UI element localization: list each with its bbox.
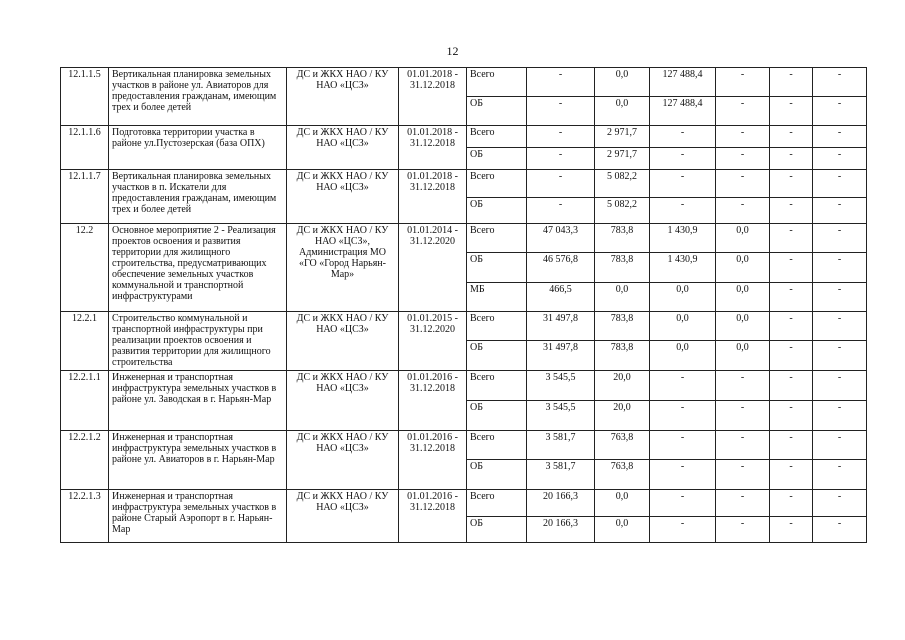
funding-amount: 3 581,7 [527, 431, 595, 460]
funding-amount: 1 430,9 [650, 253, 716, 283]
funding-amount: - [813, 253, 867, 283]
implementation-period: 01.01.2018 - 31.12.2018 [399, 68, 467, 126]
funding-amount: - [650, 198, 716, 224]
funding-amount: - [716, 97, 770, 126]
funding-amount: - [770, 401, 813, 431]
funding-amount: 0,0 [650, 283, 716, 312]
funding-amount: - [813, 170, 867, 198]
funding-amount: - [770, 283, 813, 312]
executor: ДС и ЖКХ НАО / КУ НАО «ЦСЗ», Администрация МО «ГО «Город Нарьян-Мар» [287, 224, 399, 312]
funding-amount: - [770, 97, 813, 126]
funding-amount: - [813, 68, 867, 97]
funding-source: Всего [467, 224, 527, 253]
funding-amount: - [716, 517, 770, 543]
funding-amount: 5 082,2 [595, 170, 650, 198]
funding-amount: - [770, 312, 813, 341]
funding-source: ОБ [467, 517, 527, 543]
measure-code: 12.2 [61, 224, 109, 312]
funding-amount: 466,5 [527, 283, 595, 312]
executor: ДС и ЖКХ НАО / КУ НАО «ЦСЗ» [287, 371, 399, 431]
measure-code: 12.2.1.2 [61, 431, 109, 490]
funding-source: Всего [467, 312, 527, 341]
measure-name: Инженерная и транспортная инфраструктура земельных участков в районе ул. Заводская в г. Нарьян-Мар [109, 371, 287, 431]
measure-name: Инженерная и транспортная инфраструктура земельных участков в районе ул. Авиаторов в г. Нарьян-Мар [109, 431, 287, 490]
funding-amount: - [716, 431, 770, 460]
funding-source: ОБ [467, 401, 527, 431]
funding-amount: 783,8 [595, 312, 650, 341]
funding-amount: 47 043,3 [527, 224, 595, 253]
funding-amount: 0,0 [716, 283, 770, 312]
funding-amount: - [716, 401, 770, 431]
funding-source: Всего [467, 490, 527, 517]
funding-amount: - [813, 198, 867, 224]
funding-amount: - [650, 517, 716, 543]
funding-amount: - [716, 68, 770, 97]
funding-amount: - [527, 97, 595, 126]
funding-amount: - [716, 126, 770, 148]
implementation-period: 01.01.2016 - 31.12.2018 [399, 490, 467, 543]
funding-source: ОБ [467, 97, 527, 126]
funding-amount: - [813, 97, 867, 126]
funding-amount: - [527, 126, 595, 148]
funding-amount: - [813, 460, 867, 490]
funding-amount: - [716, 148, 770, 170]
funding-amount: - [813, 312, 867, 341]
executor: ДС и ЖКХ НАО / КУ НАО «ЦСЗ» [287, 126, 399, 170]
funding-amount: - [770, 517, 813, 543]
funding-amount: 1 430,9 [650, 224, 716, 253]
table-row [61, 126, 867, 148]
funding-amount: 0,0 [595, 97, 650, 126]
funding-amount: 0,0 [595, 517, 650, 543]
funding-amount: 3 545,5 [527, 371, 595, 401]
funding-amount: 31 497,8 [527, 341, 595, 371]
funding-amount: - [527, 198, 595, 224]
measure-name: Строительство коммунальной и транспортной инфраструктуры при реализации проектов освоения и развития территории для жилищного строительства [109, 312, 287, 371]
executor: ДС и ЖКХ НАО / КУ НАО «ЦСЗ» [287, 68, 399, 126]
funding-amount: - [527, 148, 595, 170]
measure-code: 12.1.1.5 [61, 68, 109, 126]
funding-amount: - [527, 68, 595, 97]
funding-amount: 2 971,7 [595, 126, 650, 148]
table-row [61, 490, 867, 517]
funding-amount: - [813, 283, 867, 312]
funding-amount: - [650, 126, 716, 148]
page-number: 12 [446, 44, 459, 58]
funding-amount: - [813, 148, 867, 170]
funding-amount: - [650, 401, 716, 431]
funding-amount: - [650, 460, 716, 490]
funding-amount: - [770, 126, 813, 148]
executor: ДС и ЖКХ НАО / КУ НАО «ЦСЗ» [287, 170, 399, 224]
funding-source: ОБ [467, 148, 527, 170]
program-measures-table [60, 67, 867, 543]
funding-amount: 0,0 [650, 341, 716, 371]
measure-code: 12.2.1.1 [61, 371, 109, 431]
funding-amount: 783,8 [595, 224, 650, 253]
table-row [61, 224, 867, 253]
measure-name: Вертикальная планировка земельных участков в районе ул. Авиаторов для предоставления гражданам, имеющим трех и более детей [109, 68, 287, 126]
table-row [61, 431, 867, 460]
funding-amount: - [716, 371, 770, 401]
funding-source: ОБ [467, 341, 527, 371]
executor: ДС и ЖКХ НАО / КУ НАО «ЦСЗ» [287, 431, 399, 490]
funding-source: МБ [467, 283, 527, 312]
funding-amount: - [770, 170, 813, 198]
table-row [61, 68, 867, 97]
funding-source: ОБ [467, 198, 527, 224]
funding-amount: 3 545,5 [527, 401, 595, 431]
funding-amount: - [813, 371, 867, 401]
funding-amount: - [650, 431, 716, 460]
funding-amount: - [770, 460, 813, 490]
funding-amount: 763,8 [595, 460, 650, 490]
funding-amount: 0,0 [716, 312, 770, 341]
funding-amount: - [770, 431, 813, 460]
funding-amount: - [650, 170, 716, 198]
funding-amount: - [716, 460, 770, 490]
funding-amount: - [770, 68, 813, 97]
measure-code: 12.1.1.6 [61, 126, 109, 170]
funding-source: Всего [467, 126, 527, 148]
funding-amount: - [716, 198, 770, 224]
funding-amount: - [770, 224, 813, 253]
funding-amount: - [770, 148, 813, 170]
funding-amount: 46 576,8 [527, 253, 595, 283]
implementation-period: 01.01.2014 - 31.12.2020 [399, 224, 467, 312]
implementation-period: 01.01.2018 - 31.12.2018 [399, 126, 467, 170]
funding-amount: - [650, 490, 716, 517]
funding-amount: 0,0 [595, 283, 650, 312]
funding-amount: - [716, 170, 770, 198]
funding-amount: 31 497,8 [527, 312, 595, 341]
funding-amount: 0,0 [650, 312, 716, 341]
funding-amount: 0,0 [716, 224, 770, 253]
implementation-period: 01.01.2016 - 31.12.2018 [399, 371, 467, 431]
measure-code: 12.2.1.3 [61, 490, 109, 543]
funding-amount: 783,8 [595, 341, 650, 371]
funding-source: Всего [467, 371, 527, 401]
implementation-period: 01.01.2018 - 31.12.2018 [399, 170, 467, 224]
funding-source: ОБ [467, 253, 527, 283]
funding-amount: - [770, 371, 813, 401]
funding-amount: - [770, 253, 813, 283]
funding-source: Всего [467, 431, 527, 460]
measure-name: Подготовка территории участка в районе ул.Пустозерская (база ОПХ) [109, 126, 287, 170]
measure-code: 12.1.1.7 [61, 170, 109, 224]
funding-amount: 2 971,7 [595, 148, 650, 170]
executor: ДС и ЖКХ НАО / КУ НАО «ЦСЗ» [287, 312, 399, 371]
funding-amount: - [813, 341, 867, 371]
funding-amount: - [770, 198, 813, 224]
measure-name: Вертикальная планировка земельных участков в п. Искатели для предоставления гражданам, имеющим трех и более детей [109, 170, 287, 224]
funding-amount: - [650, 148, 716, 170]
funding-amount: 763,8 [595, 431, 650, 460]
funding-amount: - [813, 490, 867, 517]
funding-amount: 127 488,4 [650, 97, 716, 126]
funding-amount: - [650, 371, 716, 401]
funding-amount: - [716, 490, 770, 517]
funding-amount: 20,0 [595, 401, 650, 431]
funding-amount: 0,0 [716, 341, 770, 371]
funding-amount: 0,0 [595, 68, 650, 97]
table-row [61, 312, 867, 341]
table-row [61, 371, 867, 401]
funding-amount: 5 082,2 [595, 198, 650, 224]
funding-amount: 783,8 [595, 253, 650, 283]
funding-amount: 3 581,7 [527, 460, 595, 490]
funding-amount: - [527, 170, 595, 198]
funding-amount: - [813, 431, 867, 460]
funding-source: ОБ [467, 460, 527, 490]
funding-amount: - [770, 490, 813, 517]
funding-amount: - [813, 517, 867, 543]
table-row [61, 170, 867, 198]
funding-amount: - [770, 341, 813, 371]
funding-amount: 0,0 [716, 253, 770, 283]
funding-source: Всего [467, 170, 527, 198]
measure-name: Инженерная и транспортная инфраструктура земельных участков в районе Старый Аэропорт в г. Нарьян-Мар [109, 490, 287, 543]
funding-source: Всего [467, 68, 527, 97]
funding-amount: - [813, 401, 867, 431]
funding-amount: 20,0 [595, 371, 650, 401]
funding-amount: 20 166,3 [527, 517, 595, 543]
funding-amount: 0,0 [595, 490, 650, 517]
funding-amount: - [813, 126, 867, 148]
funding-amount: 20 166,3 [527, 490, 595, 517]
implementation-period: 01.01.2016 - 31.12.2018 [399, 431, 467, 490]
executor: ДС и ЖКХ НАО / КУ НАО «ЦСЗ» [287, 490, 399, 543]
funding-amount: 127 488,4 [650, 68, 716, 97]
measure-name: Основное мероприятие 2 - Реализация проектов освоения и развития территории для жилищного строительства, предусматривающих обеспечение земельных участков коммунальной и транспортной инфраструктурами [109, 224, 287, 312]
funding-amount: - [813, 224, 867, 253]
implementation-period: 01.01.2015 - 31.12.2020 [399, 312, 467, 371]
measure-code: 12.2.1 [61, 312, 109, 371]
